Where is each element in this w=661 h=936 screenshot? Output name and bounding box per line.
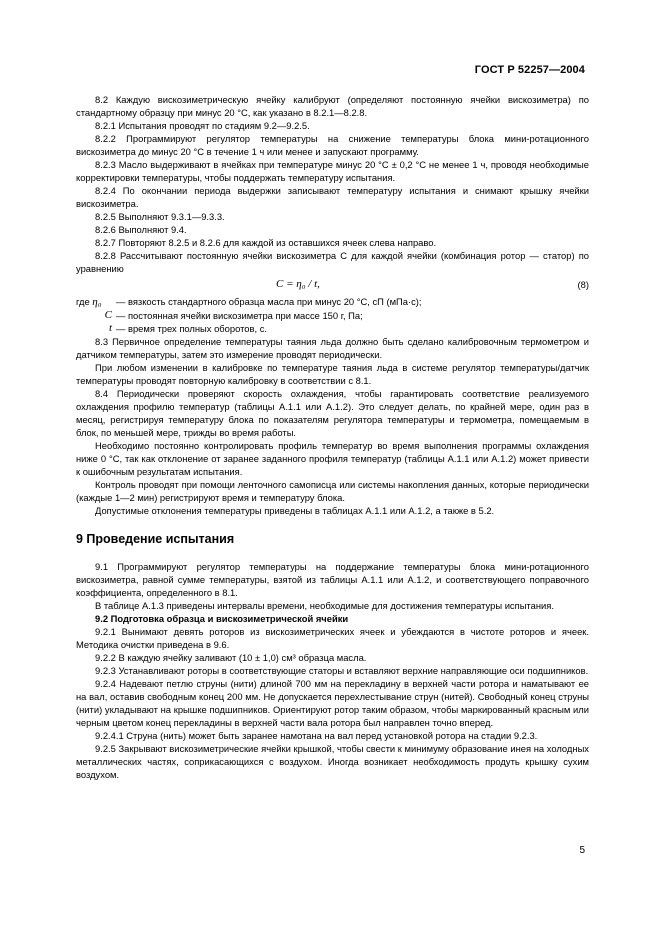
page-content — [76, 93, 589, 781]
definition-text: — время трех полных оборотов, с. — [116, 323, 267, 334]
paragraph: 8.4 Периодически проверяют скорость охлаждения, чтобы гарантировать соответствие реализуемого охлаждения профилю температур (таблицы А.1.1 или А.1.2). Это следует делать, по крайней мере, один раз в месяц, регистрируя температуру блока по показателям регулятора температуры и термометра, помещаемым в блок, по меньшей мере, трижды во время работы. — [76, 388, 589, 438]
definition-item — [76, 322, 589, 335]
paragraph: 9.1 Программируют регулятор температуры на поддержание температуры блока мини-ротационного вискозиметра, равной сумме температуры, взятой из таблицы А.1.1 или А.1.2, и соответствующего поправочного коэффициента, определенного в 8.1. — [76, 561, 589, 598]
paragraph: 8.3 Первичное определение температуры таяния льда должно быть сделано калибровочным термометром и датчиком температуры, затем это измерение проводят периодически. — [76, 336, 589, 360]
definition-prefix: где η₀ — [76, 296, 102, 308]
definition-symbol: t — [108, 322, 112, 334]
equation — [76, 278, 589, 292]
definition-text: — постоянная ячейки вискозиметра при массе 150 г, Па; — [116, 310, 363, 321]
equation-formula: C = η₀ / t, — [276, 278, 320, 290]
paragraph: 8.2.3 Масло выдерживают в ячейках при температуре минус 20 °С ± 0,2 °С не менее 1 ч, проводя необходимые корректировки температуры, чтобы поддержать температуру испытания. — [76, 159, 589, 183]
paragraph: При любом изменении в калибровке по температуре таяния льда в системе регулятор температуры/датчик температуры проводят повторную калибровку в соответствии с 8.1. — [76, 362, 589, 386]
paragraph: 8.2.6 Выполняют 9.4. — [95, 224, 187, 235]
paragraph: 8.2.4 По окончании периода выдержки записывают температуру испытания и снимают крышку ячейки вискозиметра. — [76, 185, 589, 209]
paragraph: 8.2.1 Испытания проводят по стадиям 9.2—9.2.5. — [95, 120, 310, 131]
definition-symbol: η₀ — [92, 296, 102, 308]
section-title: 9 Проведение испытания — [76, 532, 235, 546]
standard-header: ГОСТ Р 52257—2004 — [474, 64, 585, 76]
definitions-list — [76, 295, 589, 335]
definition-item — [76, 309, 589, 322]
paragraph: 8.2.7 Повторяют 8.2.5 и 8.2.6 для каждой из оставшихся ячеек слева направо. — [95, 237, 437, 248]
paragraph: Необходимо постоянно контролировать профиль температур во время выполнения программы охлаждения ниже 0 °С, так как отклонение от заранее заданного профиля температур (таблицы А.1.1 или А.1.2) может привести к ошибочным результатам испытания. — [76, 440, 589, 477]
paragraph: Допустимые отклонения температуры приведены в таблицах А.1.1 или А.1.2, а также в 5.2. — [95, 505, 495, 516]
paragraph: 9.2.4 Надевают петлю струны (нити) длиной 700 мм на перекладину в верхней части ротора и наматывают ее на вал, оставив свободным конец 200 мм. Не допускается перехлестывание струн (нитей). Свободный конец струны (нити) укладывают на крышке подшипников. Ориентируют ротор таким образом, чтобы маркированный красным или черным цветом конец перекладины в верхней части вала ротора был направлен точно вперед. — [76, 678, 589, 728]
paragraph: 9.2.3 Устанавливают роторы в соответствующие статоры и вставляют верхние направляющие оси подшипников. — [95, 665, 589, 676]
paragraph: 8.2.8 Рассчитывают постоянную ячейки вискозиметра С для каждой ячейки (комбинация ротор — статор) по уравнению — [76, 250, 589, 274]
paragraph: В таблице А.1.3 приведены интервалы времени, необходимые для достижения температуры испытания. — [95, 600, 554, 611]
paragraph: 9.2.2 В каждую ячейку заливают (10 ± 1,0) см³ образца масла. — [95, 652, 367, 663]
definition-text: — вязкость стандартного образца масла при минус 20 °С, сП (мПа·с); — [116, 296, 422, 307]
paragraph: 9.2.5 Закрывают вискозиметрические ячейки крышкой, чтобы свести к минимуму образование инея на холодных металлических частях, соприкасающихся с воздухом. Иногда возникает необходимость продуть крышку сухим воздухом. — [76, 743, 589, 780]
paragraph: 9.2.4.1 Струна (нить) может быть заранее намотана на вал перед установкой ротора на стадии 9.2.3. — [95, 730, 538, 741]
equation-number: (8) — [577, 279, 589, 290]
definition-symbol: C — [104, 309, 112, 321]
definition-item — [76, 295, 589, 309]
paragraph: Контроль проводят при помощи ленточного самописца или системы накопления данных, которые периодически (каждые 1—2 мин) регистрируют время и температуру блока. — [76, 479, 589, 503]
subsection-heading: 9.2 Подготовка образца и вискозиметрической ячейки — [95, 613, 349, 624]
paragraph: 8.2.2 Программируют регулятор температуры на снижение температуры блока мини-ротационного вискозиметра до минус 20 °С в течение 1 ч или менее и запускают программу. — [76, 133, 589, 157]
page-number: 5 — [579, 845, 585, 856]
paragraph: 8.2 Каждую вискозиметрическую ячейку калибруют (определяют постоянную ячейки вискозиметра) по стандартному образцу при минус 20 °С, как указано в 8.2.1—8.2.8. — [76, 94, 589, 118]
paragraph: 9.2.1 Вынимают девять роторов из вискозиметрических ячеек и убеждаются в чистоте роторов и ячеек. Методика очистки приведена в 9.6. — [76, 626, 589, 650]
paragraph: 8.2.5 Выполняют 9.3.1—9.3.3. — [95, 211, 225, 222]
